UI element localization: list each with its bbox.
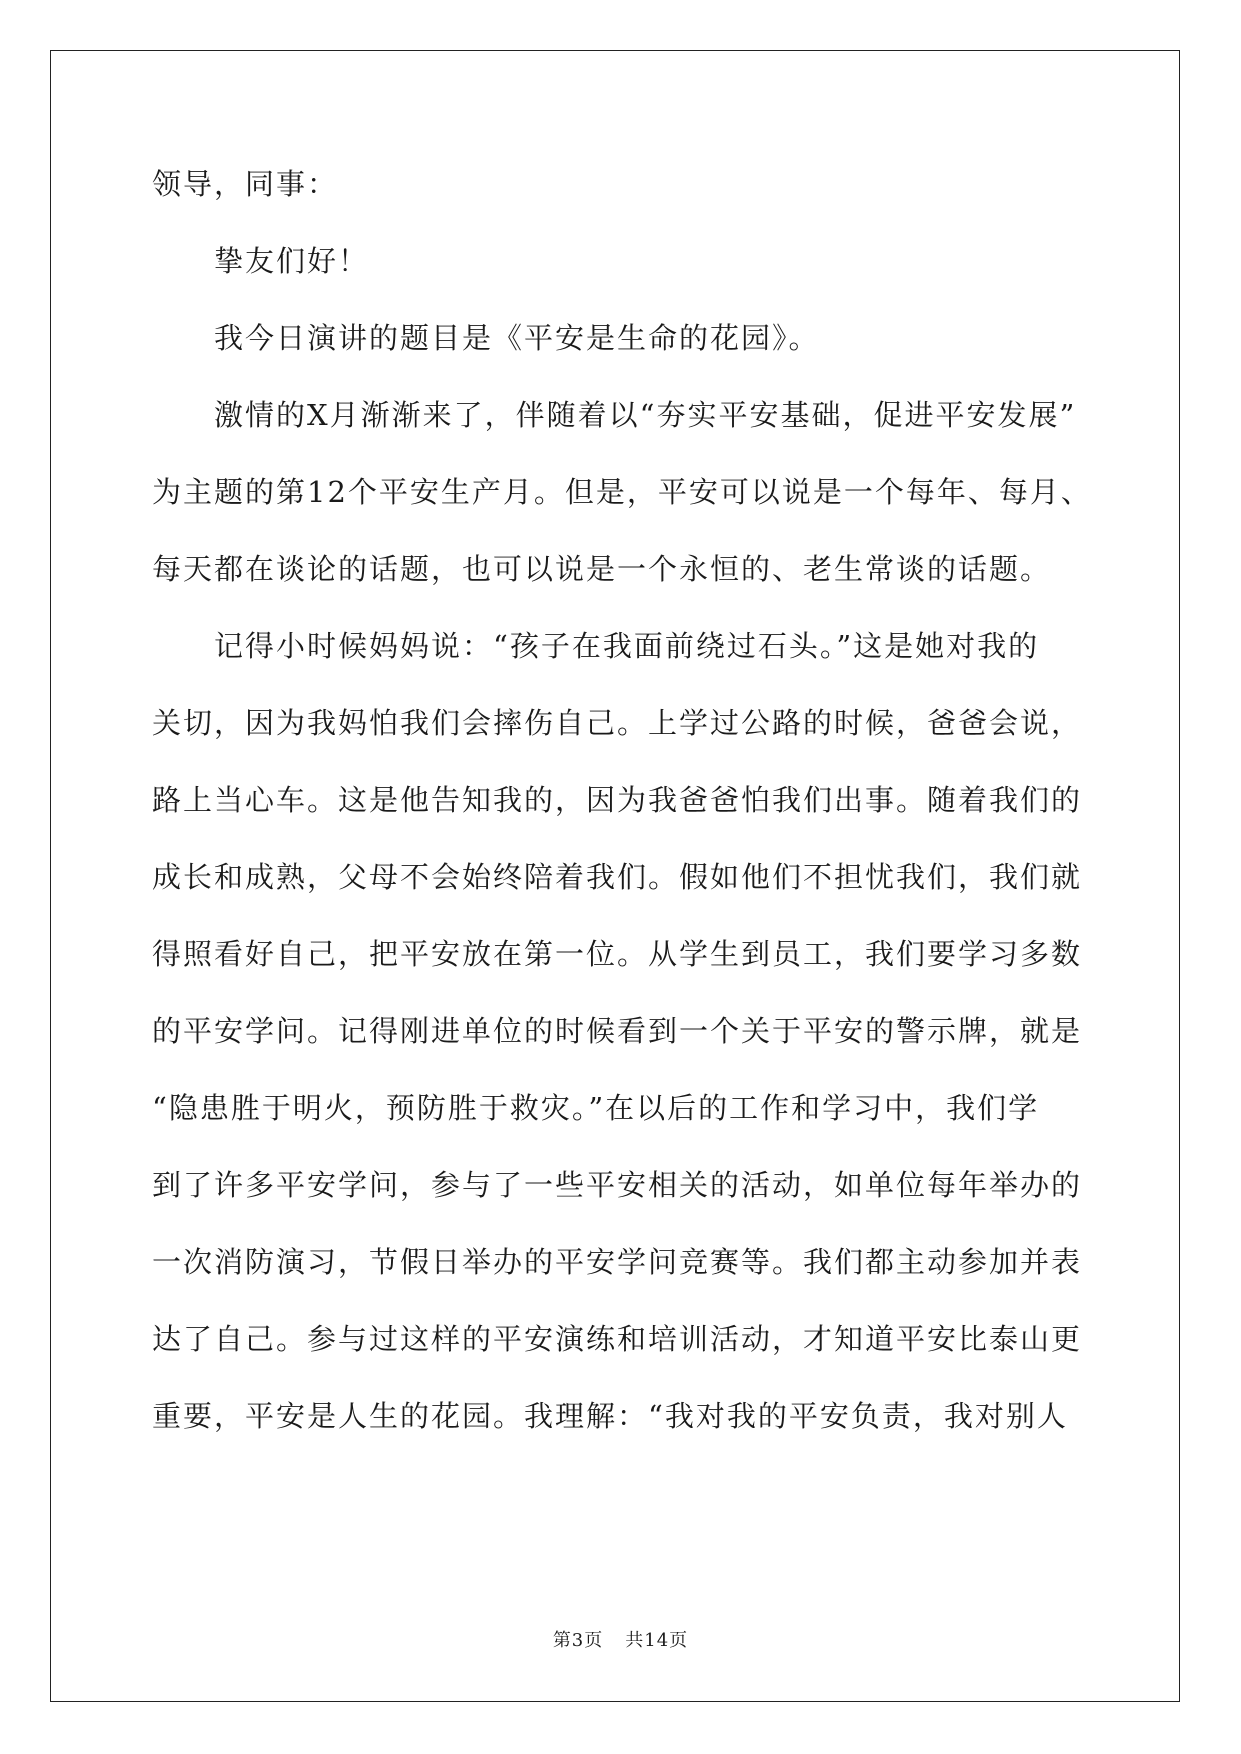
text-line: 激情的X月渐渐来了，伴随着以“夯实平安基础，促进平安发展”	[214, 398, 1077, 432]
text-line: 路上当心车。这是他告知我的，因为我爸爸怕我们出事。随着我们的	[152, 783, 1083, 817]
document-body	[152, 164, 1092, 1473]
text-line: 的平安学问。记得刚进单位的时候看到一个关于平安的警示牌，就是	[152, 1014, 1083, 1048]
page-number-current: 第3页	[552, 1630, 604, 1651]
text-line: 挚友们好！	[214, 244, 370, 278]
text-line: 为主题的第12个平安生产月。但是，平安可以说是一个每年、每月、	[152, 475, 1092, 509]
text-line: 重要，平安是人生的花园。我理解：“我对我的平安负责，我对别人	[152, 1399, 1068, 1433]
page-footer	[0, 1626, 1241, 1652]
text-line: 关切，因为我妈怕我们会摔伤自己。上学过公路的时候，爸爸会说，	[152, 706, 1083, 740]
text-line: 领导，同事：	[152, 167, 339, 201]
page-number-total: 共14页	[625, 1630, 689, 1651]
text-line: 成长和成熟，父母不会始终陪着我们。假如他们不担忧我们，我们就	[152, 860, 1083, 894]
text-line: 达了自己。参与过这样的平安演练和培训活动，才知道平安比泰山更	[152, 1322, 1083, 1356]
text-line: 得照看好自己，把平安放在第一位。从学生到员工，我们要学习多数	[152, 937, 1083, 971]
text-line: 到了许多平安学问，参与了一些平安相关的活动，如单位每年举办的	[152, 1168, 1083, 1202]
text-line: “隐患胜于明火，预防胜于救灾。”在以后的工作和学习中，我们学	[152, 1091, 1040, 1125]
text-line: 记得小时候妈妈说：“孩子在我面前绕过石头。”这是她对我的	[214, 629, 1040, 663]
text-line: 我今日演讲的题目是《平安是生命的花园》。	[214, 321, 820, 355]
text-line: 一次消防演习，节假日举办的平安学问竞赛等。我们都主动参加并表	[152, 1245, 1083, 1279]
text-line: 每天都在谈论的话题，也可以说是一个永恒的、老生常谈的话题。	[152, 552, 1052, 586]
